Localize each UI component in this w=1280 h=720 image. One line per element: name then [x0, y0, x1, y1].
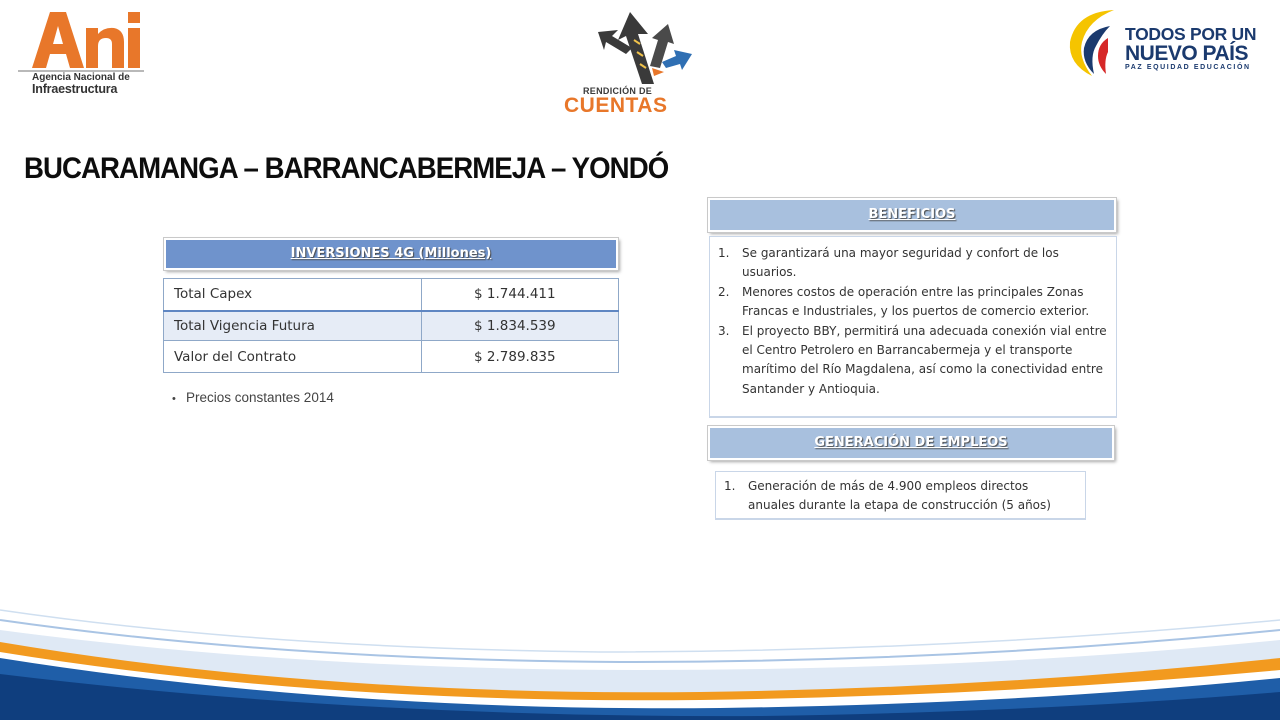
ani-logo [16, 6, 148, 96]
list-number: 2. [718, 284, 730, 299]
list-text: Generación de más de 4.900 empleos directos anuales durante la etapa de construcción (5 años) [748, 479, 1051, 512]
row-label: Total Capex [164, 279, 422, 311]
row-value: $ 2.789.835 [422, 341, 619, 373]
footer-waves [0, 600, 1280, 720]
gobierno-logo-line1: TODOS POR UN [1125, 24, 1257, 44]
colombia-swoosh-icon [1066, 4, 1126, 84]
benefits-header: BENEFICIOS [708, 198, 1116, 232]
list-item [718, 322, 1108, 400]
bullet-icon: • [172, 393, 176, 405]
rendicion-logo [556, 6, 702, 116]
row-value: $ 1.744.411 [422, 279, 619, 311]
rendicion-logo-small: RENDICIÓN DE [583, 86, 653, 96]
list-number: 3. [718, 323, 730, 338]
gobierno-logo-line2: NUEVO PAÍS [1125, 42, 1248, 65]
rendicion-logo-big: CUENTAS [564, 94, 668, 117]
gobierno-logo-line3: PAZ EQUIDAD EDUCACIÓN [1125, 64, 1251, 71]
investments-header: INVERSIONES 4G (Millones) [164, 238, 618, 270]
row-label: Total Vigencia Futura [164, 311, 422, 341]
investments-table [163, 278, 619, 373]
list-item [718, 244, 1108, 283]
investments-note [172, 390, 334, 405]
employment-list [715, 471, 1086, 520]
ani-logo-mark [30, 6, 142, 70]
list-item [718, 283, 1108, 322]
list-text: Menores costos de operación entre las principales Zonas Francas e Industriales, y los puertos de comercio exterior. [742, 284, 1090, 319]
list-text: Se garantizará una mayor seguridad y confort de los usuarios. [742, 246, 1059, 280]
table-row [164, 311, 619, 341]
note-text: Precios constantes 2014 [186, 390, 334, 405]
table-row [164, 341, 619, 373]
ani-logo-line2: Infraestructura [32, 82, 118, 96]
page-title: BUCARAMANGA – BARRANCABERMEJA – YONDÓ [24, 152, 669, 185]
list-number: 1. [718, 246, 730, 260]
table-row [164, 279, 619, 311]
row-value: $ 1.834.539 [422, 311, 619, 341]
list-text: El proyecto BBY, permitirá una adecuada conexión vial entre el Centro Petrolero en Barrancabermeja y el transporte marítimo del Río Magdalena, así como la conectividad entre Santander y Antioquia. [742, 323, 1107, 396]
ani-logo-line1: Agencia Nacional de [32, 72, 130, 83]
list-number: 1. [724, 479, 736, 493]
list-item [724, 477, 1077, 515]
benefits-list [709, 236, 1117, 418]
employment-header: GENERACIÓN DE EMPLEOS [708, 426, 1114, 460]
row-label: Valor del Contrato [164, 341, 422, 373]
gobierno-logo [1066, 4, 1266, 84]
road-arrows-icon [596, 6, 696, 86]
